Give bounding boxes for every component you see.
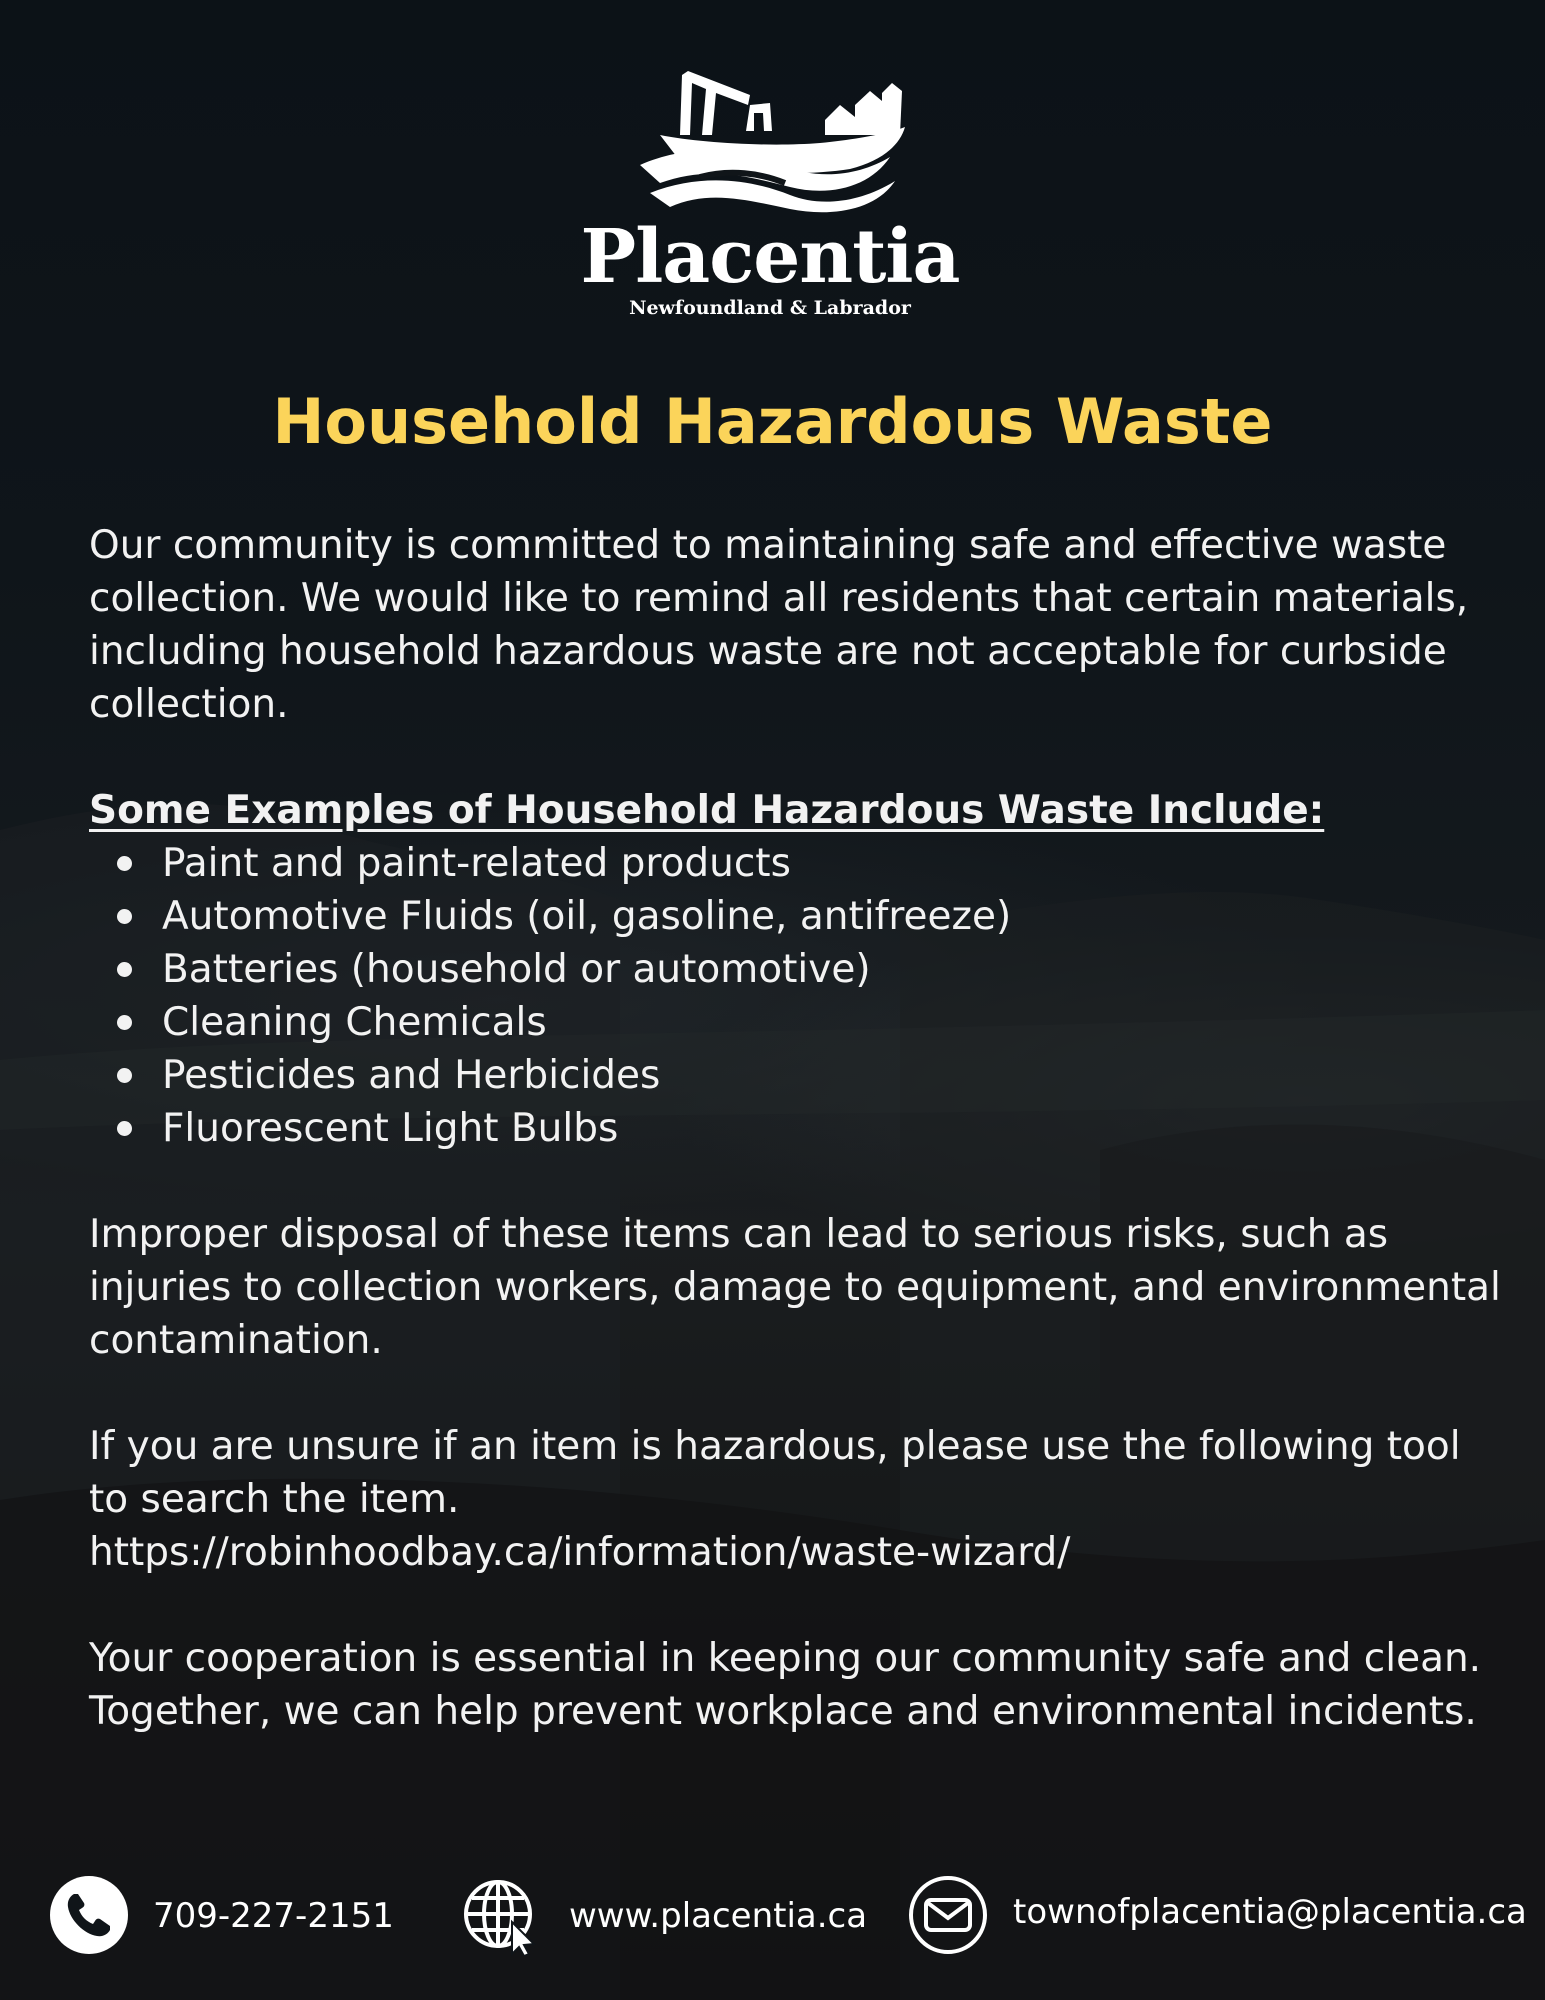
- list-item: [89, 837, 1509, 890]
- bullet-icon: [117, 1015, 132, 1030]
- list-item: [89, 890, 1509, 943]
- logo-name: Placentia: [580, 214, 960, 300]
- list-item-text: Fluorescent Light Bulbs: [162, 1106, 619, 1151]
- website-link[interactable]: www.placentia.ca: [569, 1896, 868, 1936]
- bullet-icon: [117, 856, 132, 871]
- waste-wizard-link[interactable]: https://robinhoodbay.ca/information/waste-wizard/: [89, 1530, 1071, 1575]
- bullet-icon: [117, 1121, 132, 1136]
- globe-cursor-icon: [460, 1874, 542, 1956]
- examples-heading: Some Examples of Household Hazardous Waste Include:: [89, 788, 1325, 833]
- contact-footer: [0, 1870, 1545, 1970]
- flyer-content: [89, 519, 1509, 1791]
- list-item-text: Paint and paint-related products: [162, 841, 791, 886]
- email-link[interactable]: townofplacentia@placentia.ca: [1013, 1892, 1527, 1932]
- mail-icon: [907, 1874, 989, 1956]
- unsure-paragraph: If you are unsure if an item is hazardous, please use the following tool to search the item.: [89, 1424, 1461, 1522]
- list-item: [89, 1049, 1509, 1102]
- bullet-icon: [117, 962, 132, 977]
- placentia-logo: [570, 65, 970, 325]
- list-item: [89, 943, 1509, 996]
- list-item-text: Cleaning Chemicals: [162, 1000, 547, 1045]
- list-item: [89, 996, 1509, 1049]
- list-item-text: Pesticides and Herbicides: [162, 1053, 661, 1098]
- bullet-icon: [117, 909, 132, 924]
- page-title: Household Hazardous Waste: [272, 385, 1273, 458]
- intro-paragraph: Our community is committed to maintaining safe and effective waste collection. We would like to remind all residents that certain materials, including household hazardous waste are not acceptable for curbside collection.: [89, 523, 1469, 727]
- closing-paragraph: Your cooperation is essential in keeping our community safe and clean. Together, we can help prevent workplace and environmental incidents.: [89, 1636, 1482, 1734]
- list-item-text: Automotive Fluids (oil, gasoline, antifreeze): [162, 894, 1012, 939]
- phone-number[interactable]: 709-227-2151: [153, 1896, 394, 1936]
- boat-waves-logo-icon: [620, 65, 920, 215]
- phone-icon: [48, 1874, 130, 1956]
- logo-subtitle: Newfoundland & Labrador: [629, 297, 911, 319]
- list-item-text: Batteries (household or automotive): [162, 947, 871, 992]
- risks-paragraph: Improper disposal of these items can lead to serious risks, such as injuries to collection workers, damage to equipment, and environmental contamination.: [89, 1212, 1501, 1363]
- examples-list: [89, 837, 1509, 1155]
- list-item: [89, 1102, 1509, 1155]
- bullet-icon: [117, 1068, 132, 1083]
